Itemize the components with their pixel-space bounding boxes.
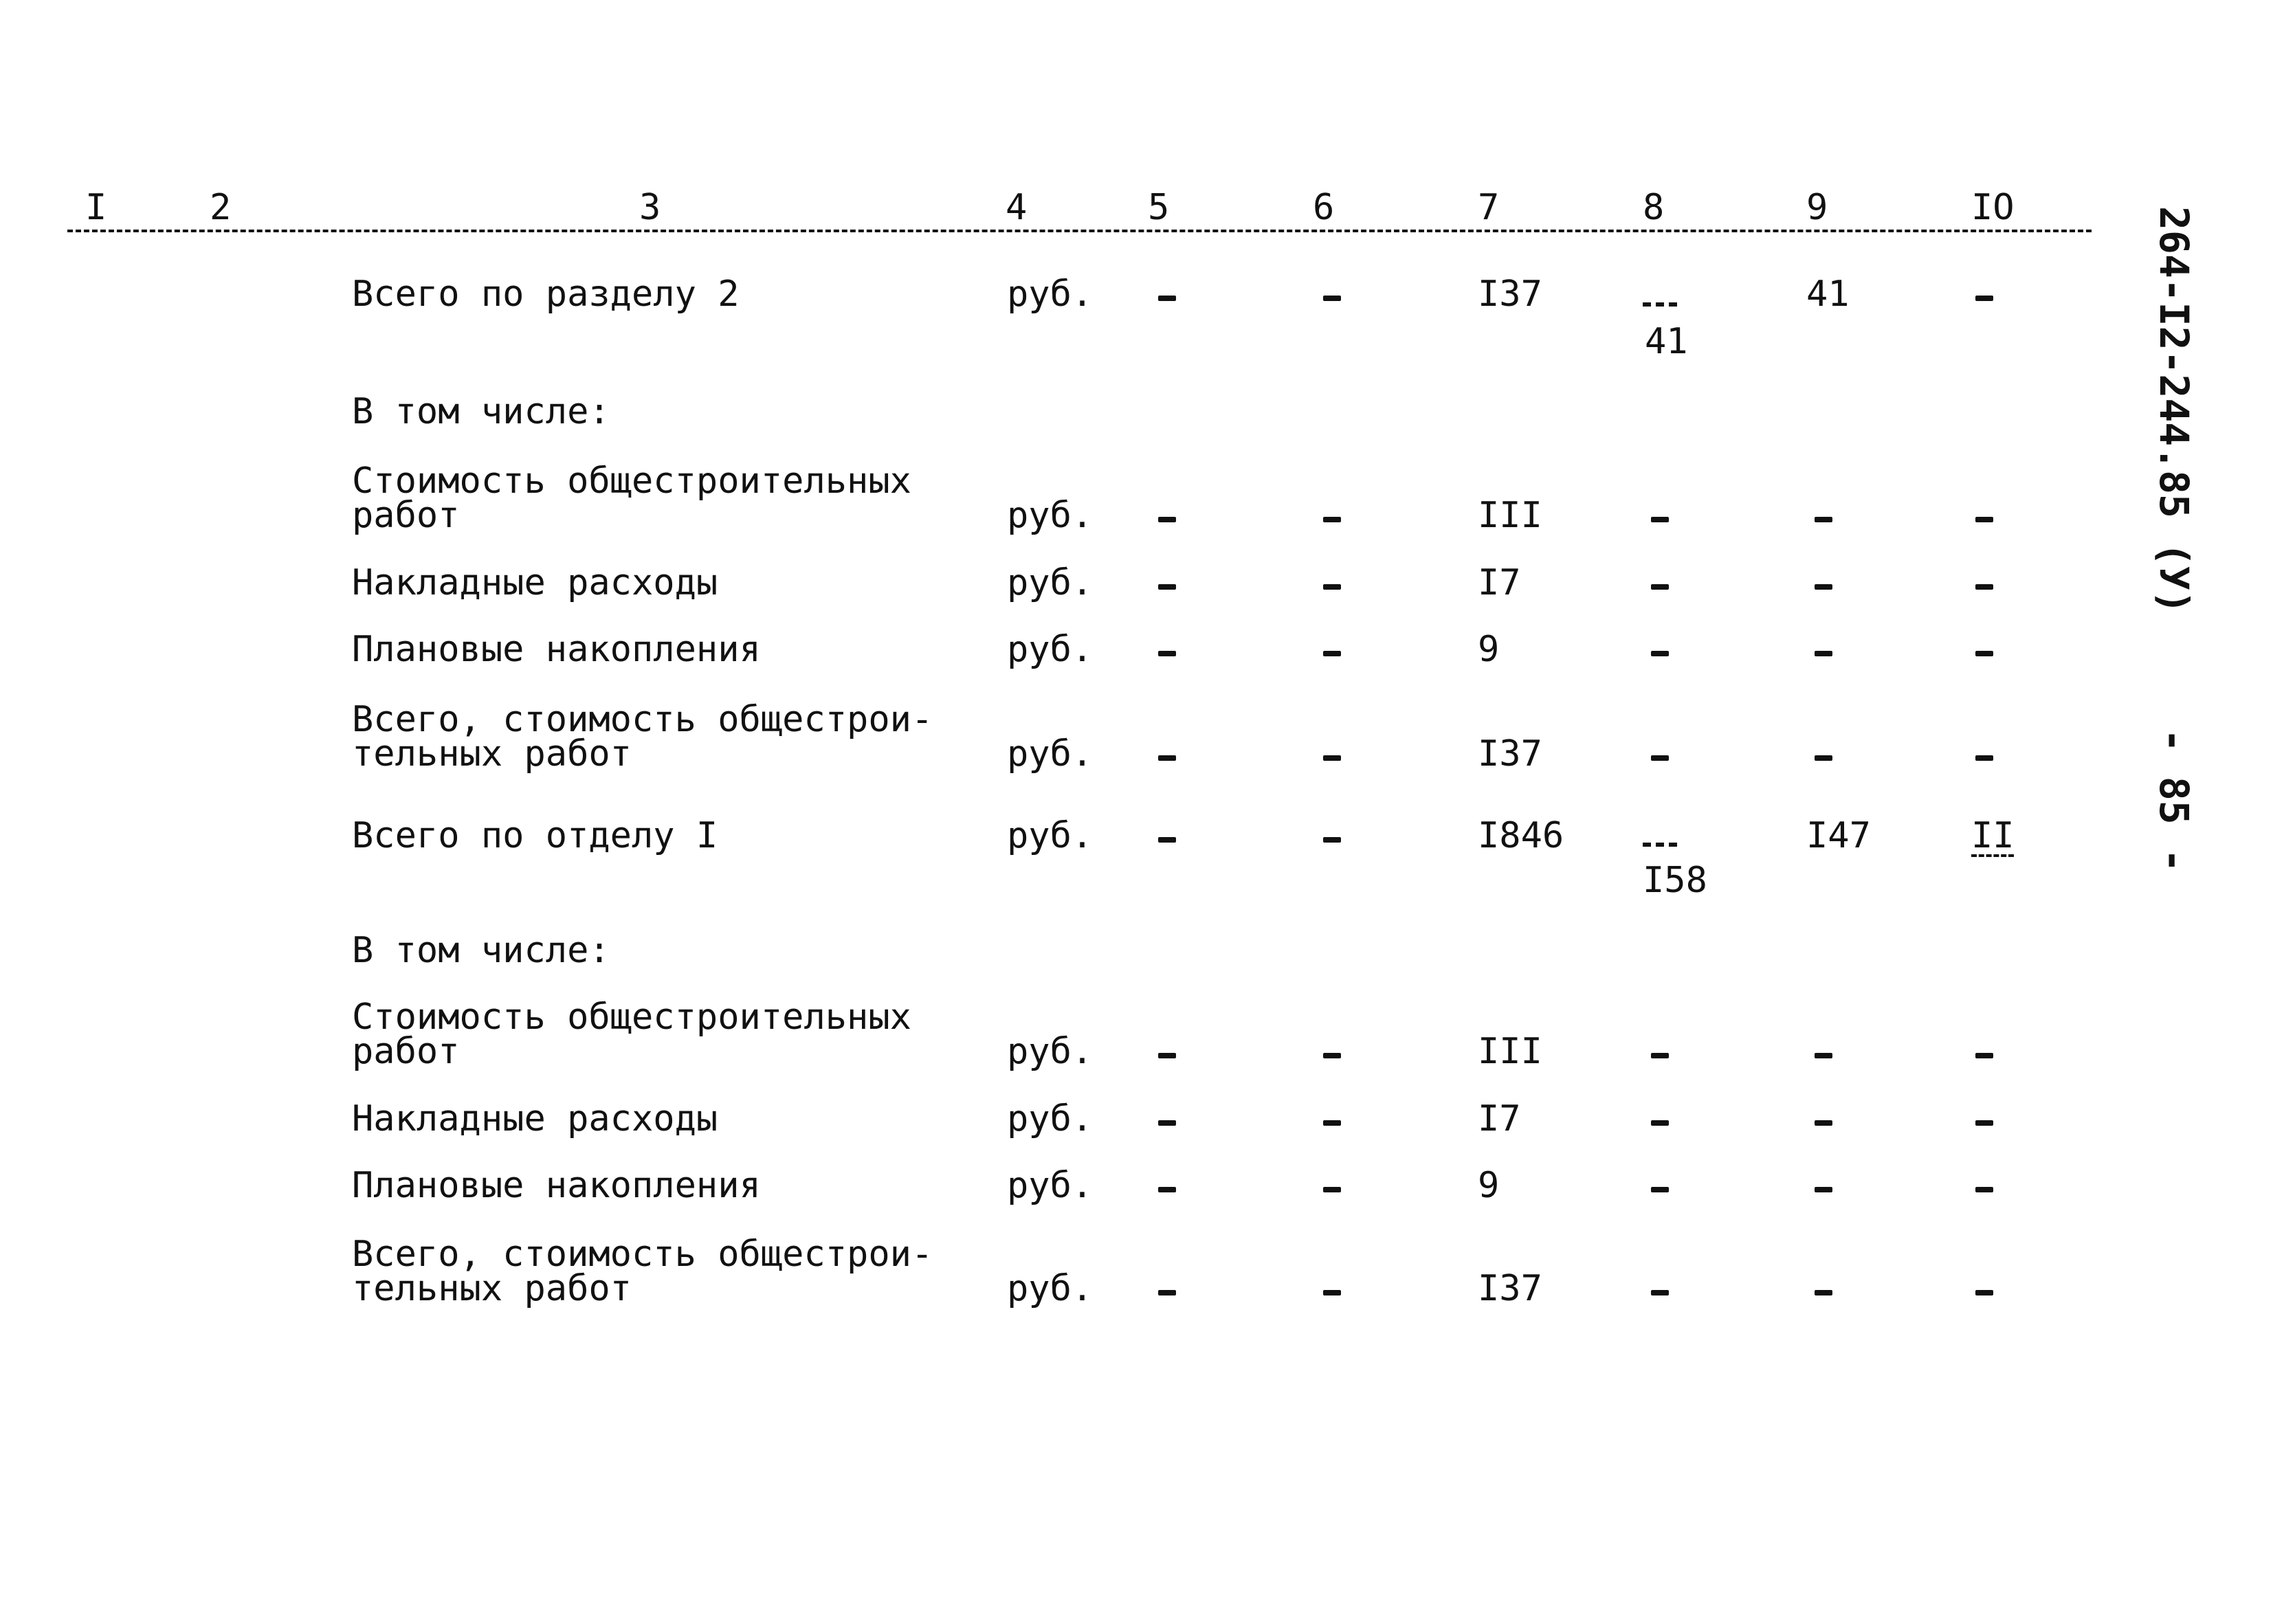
- row-col7: III: [1478, 1031, 1542, 1072]
- dash-col9: [1815, 584, 1832, 590]
- dash-col10: [1975, 296, 1993, 301]
- dash-col8: [1651, 755, 1669, 761]
- dash-col9: [1815, 1290, 1832, 1295]
- dash-col5: [1158, 517, 1176, 522]
- dash-col5: [1158, 651, 1176, 656]
- row-unit: руб.: [1007, 495, 1094, 536]
- row-col7: I37: [1478, 1268, 1542, 1309]
- row-col7: 9: [1478, 629, 1500, 670]
- dash-col6: [1323, 517, 1341, 522]
- row-col7: I846: [1478, 815, 1564, 856]
- section-subheading: В том числе:: [352, 930, 610, 971]
- header-col-5: 5: [1148, 187, 1170, 228]
- dash-col9: [1815, 755, 1832, 761]
- row-col9: I47: [1806, 815, 1871, 856]
- dash-col10: [1975, 1120, 1993, 1126]
- row-col8-stacked: 41: [1645, 321, 1688, 362]
- row-label: Стоимость общестроительных работ: [352, 997, 911, 1072]
- header-col-1: I: [85, 187, 107, 228]
- row-label: Всего по отделу I: [352, 815, 718, 856]
- section-subheading: В том числе:: [352, 391, 610, 432]
- row-unit: руб.: [1007, 815, 1094, 856]
- dash-col6: [1323, 1120, 1341, 1126]
- dash-col10: [1975, 1053, 1993, 1058]
- dash-col5: [1158, 1053, 1176, 1058]
- dash-col6: [1323, 1053, 1341, 1058]
- stacked-dash-top: [1643, 843, 1677, 852]
- dash-col5: [1158, 1290, 1176, 1295]
- dash-col9: [1815, 651, 1832, 656]
- header-col-3: 3: [639, 187, 661, 228]
- row-label: Накладные расходы: [352, 1098, 718, 1139]
- row-label: Накладные расходы: [352, 562, 718, 603]
- header-divider: [67, 230, 2092, 232]
- stacked-dash-top: [1643, 302, 1677, 312]
- dash-col10: [1975, 1290, 1993, 1295]
- row-label: Плановые накопления: [352, 629, 761, 670]
- dash-col9: [1815, 1120, 1832, 1126]
- dash-col5: [1158, 1120, 1176, 1126]
- dash-col8: [1651, 1187, 1669, 1192]
- header-col-2: 2: [210, 187, 232, 228]
- row-col7: I7: [1478, 562, 1521, 603]
- dash-col8: [1651, 1120, 1669, 1126]
- row-label: Плановые накопления: [352, 1165, 761, 1206]
- row-col9: 41: [1806, 274, 1850, 315]
- dash-col8: [1651, 584, 1669, 590]
- dash-col6: [1323, 1187, 1341, 1192]
- dash-col5: [1158, 755, 1176, 761]
- row-label: Всего, стоимость общестрои- тельных работ: [352, 1234, 933, 1309]
- header-col-8: 8: [1643, 187, 1665, 228]
- row-col7: 9: [1478, 1165, 1500, 1206]
- dash-col5: [1158, 296, 1176, 301]
- header-col-7: 7: [1478, 187, 1500, 228]
- row-col10: II: [1971, 815, 2015, 856]
- dash-col5: [1158, 837, 1176, 843]
- dash-col6: [1323, 837, 1341, 843]
- dash-col9: [1815, 1187, 1832, 1192]
- row-unit: руб.: [1007, 562, 1094, 603]
- dash-col10: [1975, 1187, 1993, 1192]
- dash-col5: [1158, 584, 1176, 590]
- dash-col6: [1323, 296, 1341, 301]
- row-unit: руб.: [1007, 1268, 1094, 1309]
- dash-col8: [1651, 1290, 1669, 1295]
- dash-col10: [1975, 755, 1993, 761]
- dash-col8: [1651, 517, 1669, 522]
- row-label: Стоимость общестроительных работ: [352, 460, 911, 536]
- row-unit: руб.: [1007, 1098, 1094, 1139]
- dash-col6: [1323, 1290, 1341, 1295]
- dash-col10: [1975, 651, 1993, 656]
- dash-col9: [1815, 1053, 1832, 1058]
- row-col8-stacked: I58: [1643, 860, 1707, 901]
- dash-col10: [1975, 584, 1993, 590]
- row-col7: III: [1478, 495, 1542, 536]
- header-col-4: 4: [1006, 187, 1028, 228]
- document-code: 264-I2-244.85 (У): [2151, 206, 2197, 614]
- row-unit: руб.: [1007, 1165, 1094, 1206]
- page-number: - 85 -: [2151, 728, 2197, 873]
- row-unit: руб.: [1007, 1031, 1094, 1072]
- row-col7: I7: [1478, 1098, 1521, 1139]
- row-label: Всего, стоимость общестрои- тельных работ: [352, 699, 933, 775]
- dash-col9: [1815, 517, 1832, 522]
- dash-col6: [1323, 755, 1341, 761]
- dash-col8: [1651, 651, 1669, 656]
- row-col7: I37: [1478, 733, 1542, 775]
- header-col-10: IO: [1971, 187, 2015, 228]
- header-col-9: 9: [1806, 187, 1828, 228]
- row-unit: руб.: [1007, 629, 1094, 670]
- row-col7: I37: [1478, 274, 1542, 315]
- dash-col6: [1323, 651, 1341, 656]
- row-label: Всего по разделу 2: [352, 274, 740, 315]
- row-unit: руб.: [1007, 274, 1094, 315]
- header-col-6: 6: [1313, 187, 1335, 228]
- dash-col8: [1651, 1053, 1669, 1058]
- dash-col5: [1158, 1187, 1176, 1192]
- dash-col10: [1975, 517, 1993, 522]
- row-unit: руб.: [1007, 733, 1094, 775]
- dash-col6: [1323, 584, 1341, 590]
